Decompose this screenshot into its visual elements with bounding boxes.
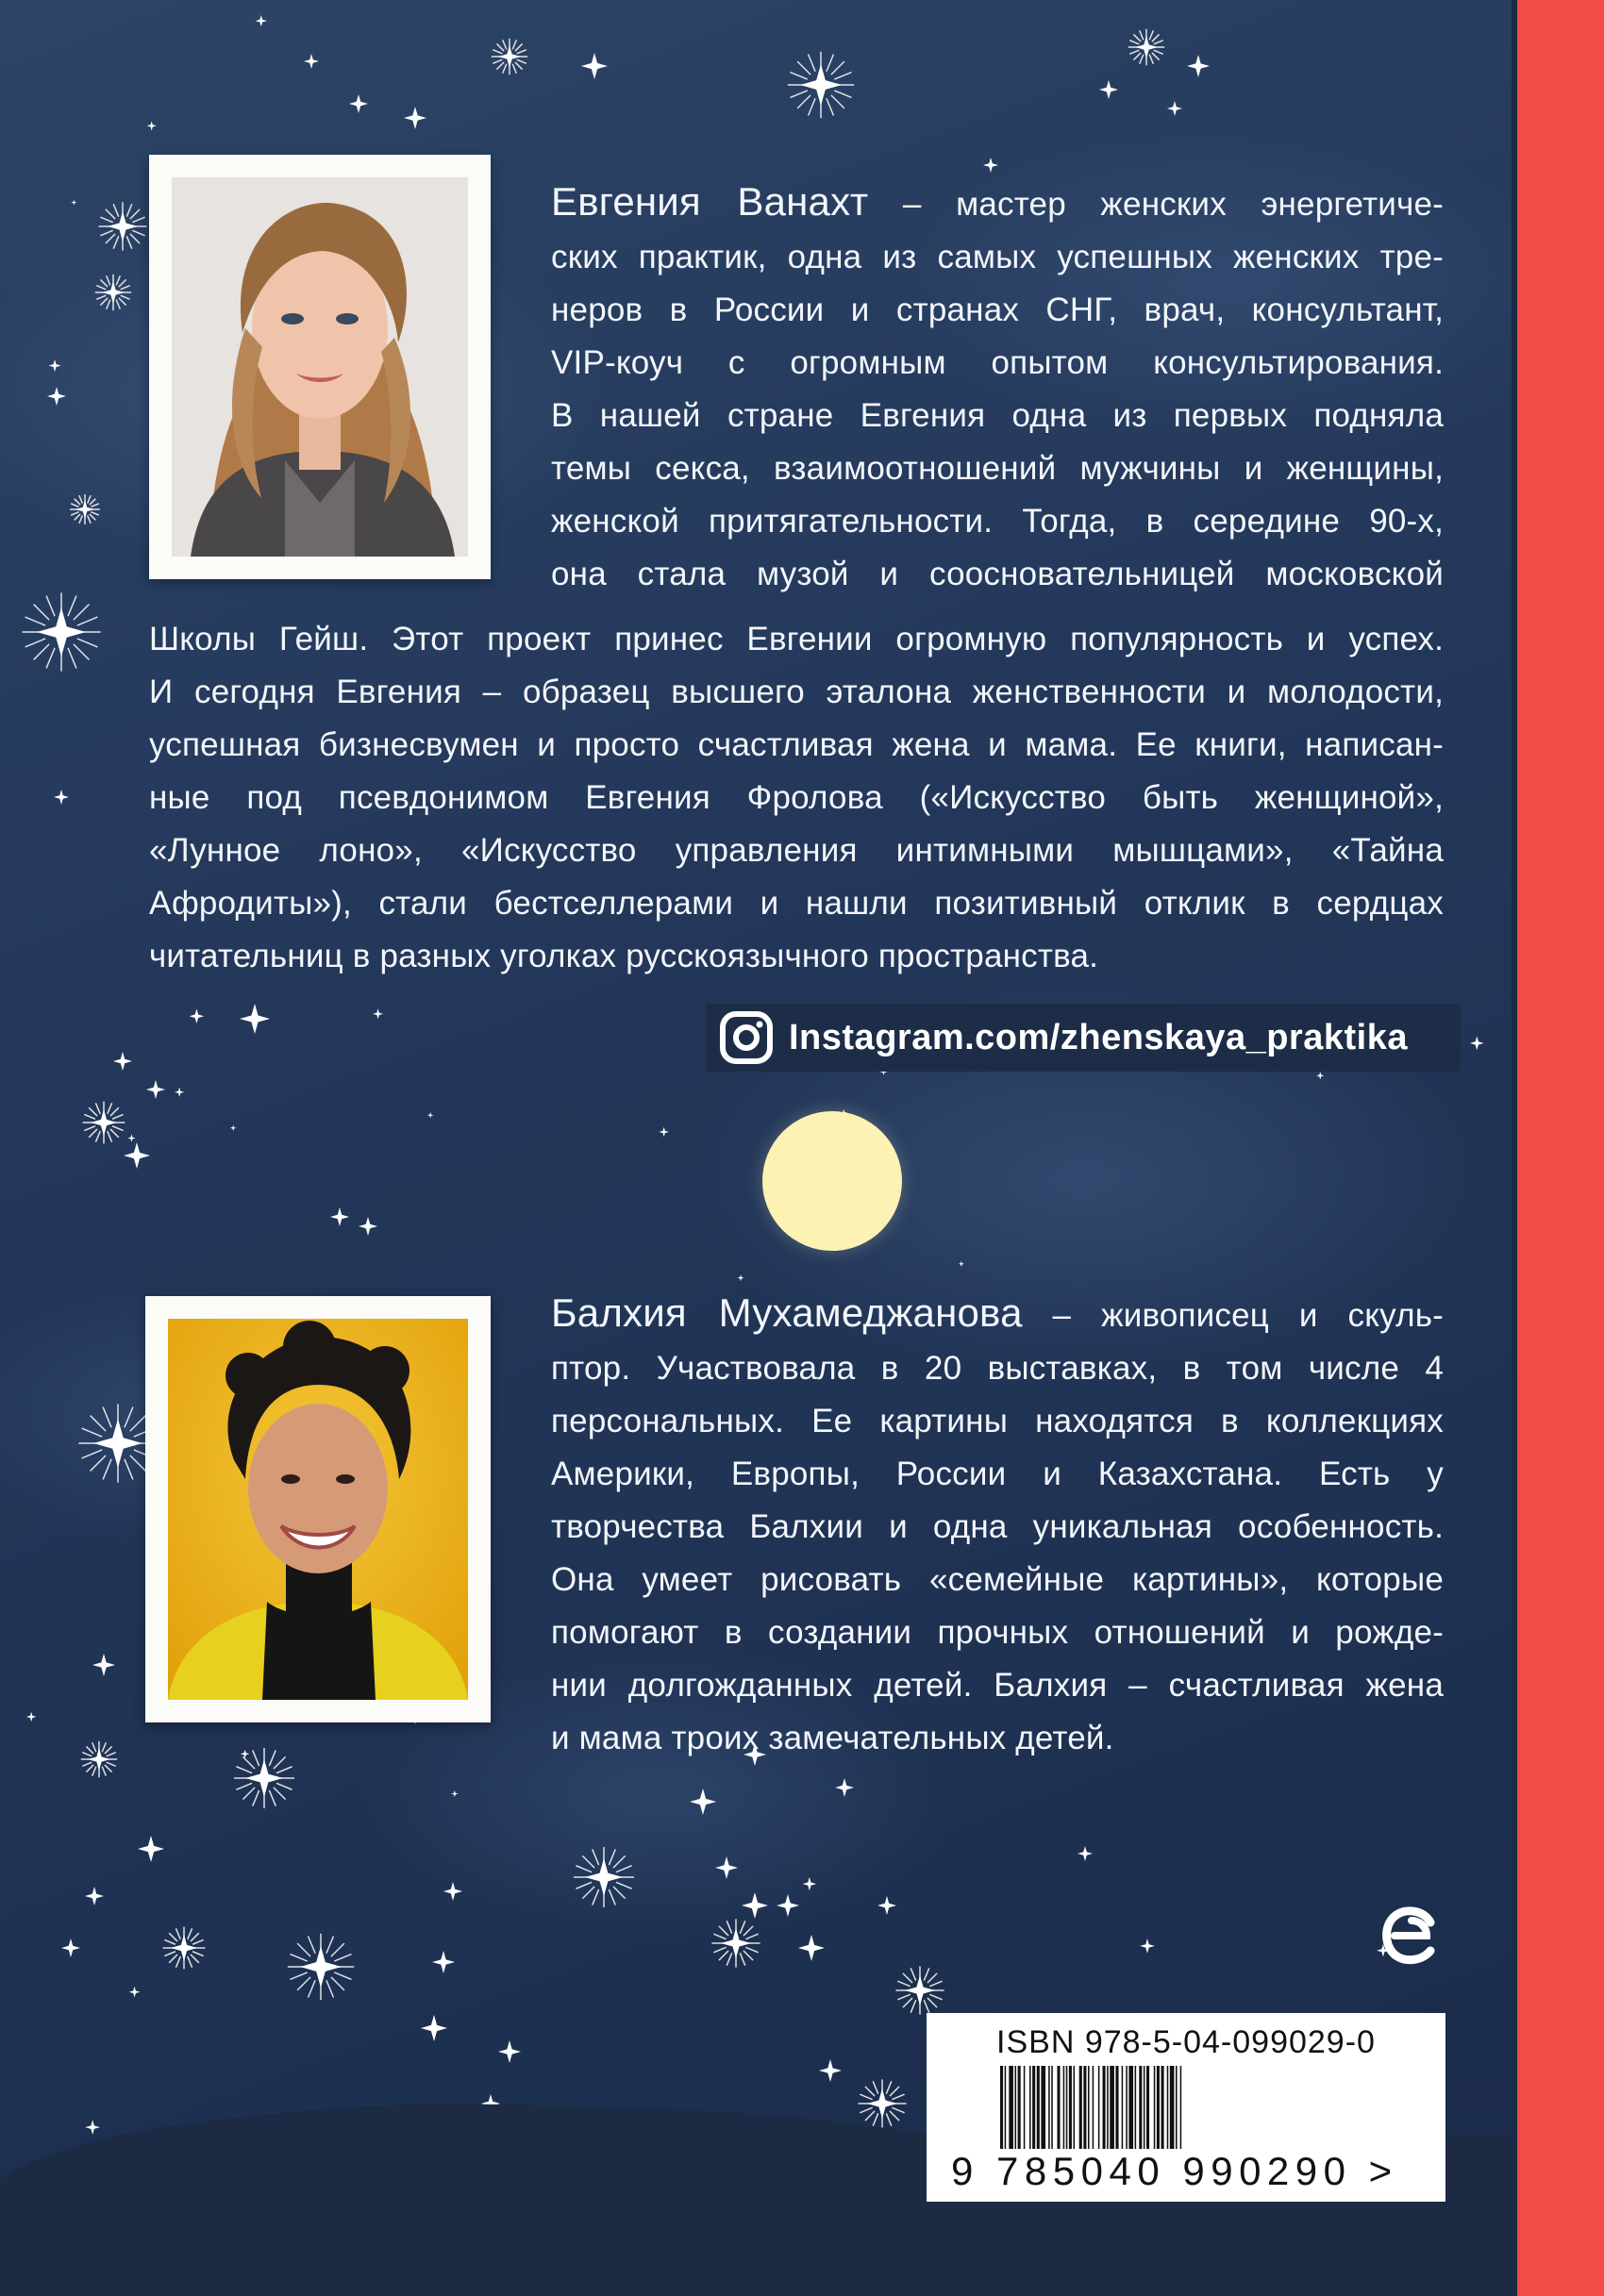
barcode-bar (1161, 2066, 1164, 2149)
barcode-bar (1051, 2066, 1053, 2149)
author1-bio-line: И сегодня Евгения – образец высшего эталона женственности и молодости, (149, 674, 1444, 710)
barcode-bar (1176, 2066, 1178, 2149)
barcode-bar (1041, 2066, 1045, 2149)
barcode-bar (1079, 2066, 1082, 2149)
author1-bio-narrow (551, 175, 1444, 601)
barcode-bar (1128, 2066, 1133, 2149)
instagram-link[interactable]: Instagram.com/zhenskaya_praktika (789, 1017, 1408, 1057)
author2-bio-line: персональных. Ее картины находятся в коллекциях (551, 1403, 1444, 1439)
barcode-bar (1032, 2066, 1035, 2149)
barcode-bar (1037, 2066, 1040, 2149)
author1-bio-line: ских практик, одна из самых успешных женских тре- (551, 239, 1444, 275)
barcode-bar (1144, 2066, 1145, 2149)
author1-bio-line: Школы Гейш. Этот проект принес Евгении огромную популярность и успех. (149, 621, 1444, 657)
barcode-bar (1057, 2066, 1060, 2149)
barcode-bar (1018, 2066, 1021, 2149)
barcode-bar (1154, 2066, 1156, 2149)
author1-bio-line: она стала музой и соосновательницей московской (551, 556, 1444, 592)
eksmo-logo-icon (1379, 1904, 1442, 1966)
author1-bio-line: женской притягательности. Тогда, в середине 90-х, (551, 503, 1444, 540)
barcode-bar (1005, 2066, 1007, 2149)
barcode-bar (1015, 2066, 1017, 2149)
barcode-bar (1024, 2066, 1026, 2149)
barcode-bar (1063, 2066, 1065, 2149)
author2-bio (551, 1287, 1444, 1765)
barcode-bar (1098, 2066, 1100, 2149)
instagram-icon (719, 1010, 774, 1065)
author2-bio-line: творчества Балхии и одна уникальная особенность. (551, 1508, 1444, 1545)
author1-bio-wide (149, 613, 1444, 983)
barcode-bar (1170, 2066, 1175, 2149)
moon-decoration (762, 1111, 902, 1251)
barcode-bar (1029, 2066, 1031, 2149)
author1-bio-line: VIP-коуч с огромным опытом консультирования. (551, 344, 1444, 381)
red-edge-stripe (1517, 0, 1604, 2296)
barcode-bar (1180, 2066, 1182, 2149)
author2-bio-line: Америки, Европы, России и Казахстана. Есть у (551, 1456, 1444, 1492)
barcode-bar (1103, 2066, 1106, 2149)
author1-bio-line: ные под псевдонимом Евгения Фролова («Искусство быть женщиной», (149, 779, 1444, 816)
barcode-bar (1139, 2066, 1142, 2149)
barcode-bar (1000, 2066, 1003, 2149)
barcode-bar (1157, 2066, 1160, 2149)
author1-bio-line: «Лунное лоно», «Искусство управления интимными мышцами», «Тайна (149, 832, 1444, 869)
author2-bio-line: нии долгожданных детей. Балхия – счастливая жена (551, 1667, 1444, 1704)
barcode-bar (1088, 2066, 1090, 2149)
author1-bio-line: успешная бизнесвумен и просто счастливая жена и мама. Ее книги, написан- (149, 726, 1444, 763)
author1-bio-line: темы секса, взаимоотношений мужчины и женщины, (551, 450, 1444, 487)
barcode-bar (1074, 2066, 1076, 2149)
author1-bio-line: Афродиты»), стали бестселлерами и нашли позитивный отклик в сердцах (149, 885, 1444, 922)
author1-bio-line: неров в России и странах СНГ, врач, консультант, (551, 291, 1444, 328)
author1-name: Евгения Ванахт (551, 179, 869, 224)
author1-bio-line: – мастер женских энергетиче- (868, 186, 1445, 223)
instagram-link-box[interactable] (706, 1004, 1461, 1072)
barcode-bar (1110, 2066, 1114, 2149)
author2-bio-line: и мама троих замечательных детей. (551, 1720, 1114, 1756)
barcode-bar (1069, 2066, 1072, 2149)
barcode-bar (1107, 2066, 1109, 2149)
barcode-bar (1093, 2066, 1094, 2149)
barcode-bar (1066, 2066, 1068, 2149)
barcode-bar (1126, 2066, 1128, 2149)
barcode-digits: 9 785040 990290 > (951, 2149, 1398, 2193)
barcode-bar (1048, 2066, 1050, 2149)
barcode-bar (1135, 2066, 1137, 2149)
barcode-bar (1122, 2066, 1124, 2149)
barcode-bars (1000, 2066, 1378, 2156)
barcode-bar (1083, 2066, 1086, 2149)
isbn-barcode (927, 2013, 1445, 2202)
barcode-bar (1009, 2066, 1013, 2149)
author1-photo-frame (149, 155, 491, 579)
author1-bio-line: В нашей стране Евгения одна из первых подняла (551, 397, 1444, 434)
author2-bio-line: Она умеет рисовать «семейные картины», которые (551, 1561, 1444, 1598)
author1-bio-line: читательниц в разных уголках русскоязычного пространства. (149, 938, 1099, 974)
author2-bio-line: – живописец и скуль- (1022, 1297, 1444, 1334)
author1-portrait-image (172, 177, 468, 557)
barcode-bar (1115, 2066, 1118, 2149)
barcode-bar (1167, 2066, 1169, 2149)
isbn-number: ISBN 978-5-04-099029-0 (996, 2024, 1376, 2060)
author2-bio-line: птор. Участвовала в 20 выставках, в том числе 4 (551, 1350, 1444, 1387)
author2-name: Балхия Мухамеджанова (551, 1290, 1023, 1335)
author2-bio-line: помогают в создании прочных отношений и рожде- (551, 1614, 1444, 1651)
barcode-bar (1146, 2066, 1149, 2149)
author2-portrait-image (168, 1319, 468, 1700)
author2-photo-frame (145, 1296, 491, 1722)
